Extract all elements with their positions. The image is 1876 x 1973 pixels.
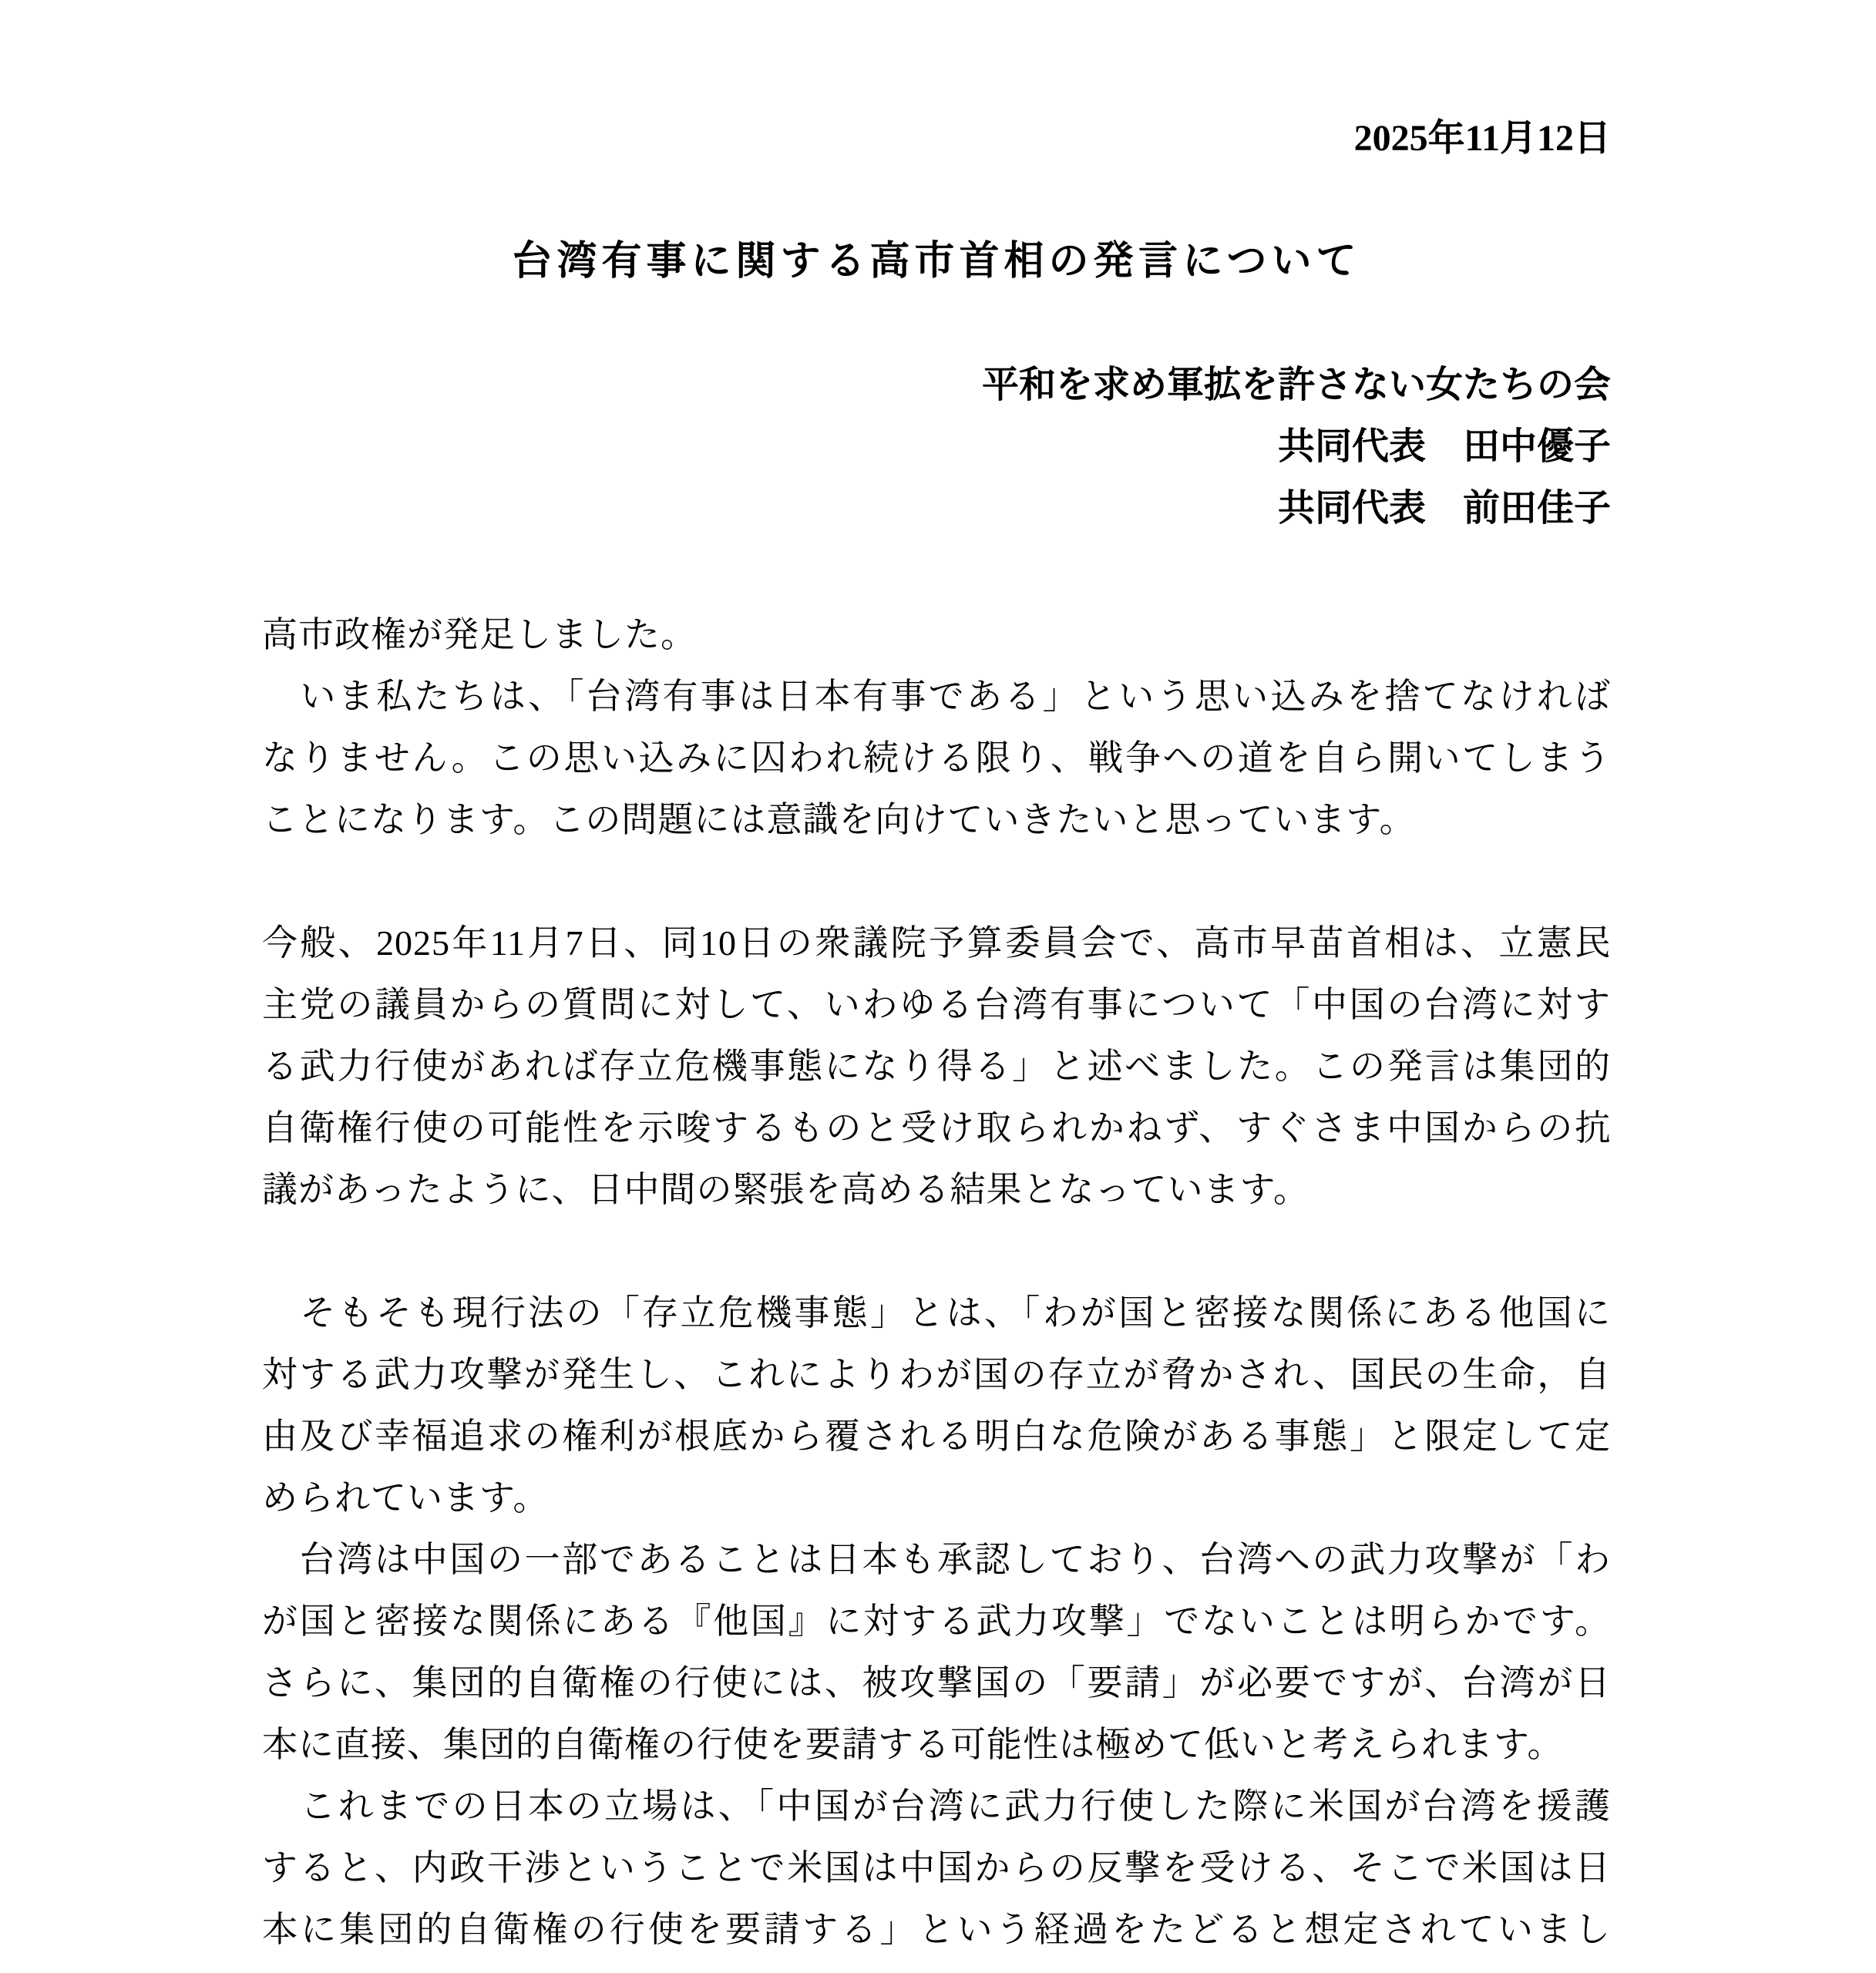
body-line: 由及び幸福追求の権利が根底から覆される明白な危険がある事態」と限定して定 — [262, 1417, 1611, 1456]
body-line: 本に集団的自衛権の行使を要請する」という経過をたどると想定されていまし — [262, 1910, 1611, 1949]
body-line: 主党の議員からの質問に対して、いわゆる台湾有事について「中国の台湾に対す — [262, 985, 1611, 1024]
body-line: なりません。この思い込みに囚われ続ける限り、戦争への道を自ら開いてしまう — [262, 738, 1611, 778]
paragraph-gap — [262, 851, 1611, 913]
body-line: いま私たちは、「台湾有事は日本有事である」という思い込みを捨てなければ — [262, 677, 1611, 716]
body-line: 台湾は中国の一部であることは日本も承認しており、台湾への武力攻撃が「わ — [262, 1540, 1611, 1579]
body-line: さらに、集団的自衛権の行使には、被攻撃国の「要請」が必要ですが、台湾が日 — [262, 1663, 1611, 1702]
body-line: ことになります。この問題には意識を向けていきたいと思っています。 — [262, 800, 1416, 839]
document-title: 台湾有事に関する高市首相の発言について — [512, 240, 1361, 284]
signature-co-representative-1: 共同代表 田中優子 — [1277, 426, 1611, 467]
body-line: が国と密接な関係にある『他国』に対する武力攻撃」でないことは明らかです。 — [262, 1602, 1611, 1641]
paragraph-gap — [262, 1221, 1611, 1282]
body-line: 自衛権行使の可能性を示唆するものと受け取られかねず、すぐさま中国からの抗 — [262, 1108, 1611, 1148]
body-line: 高市政権が発足しました。 — [262, 615, 697, 654]
body-line: そもそも現行法の「存立危機事態」とは、「わが国と密接な関係にある他国に — [262, 1293, 1611, 1333]
signature-organization: 平和を求め軍拡を許さない女たちの会 — [981, 365, 1611, 405]
body-line: 本に直接、集団的自衛権の行使を要請する可能性は極めて低いと考えられます。 — [262, 1725, 1564, 1764]
body-line: 対する武力攻撃が発生し、これによりわが国の存立が脅かされ、国民の生命，自 — [262, 1355, 1611, 1394]
body-line: すると、内政干渉ということで米国は中国からの反撃を受ける、そこで米国は日 — [262, 1848, 1611, 1887]
document-body — [262, 604, 1611, 1961]
body-line: 今般、2025年11月7日、同10日の衆議院予算委員会で、高市早苗首相は、立憲民 — [262, 923, 1611, 963]
body-line: る武力行使があれば存立危機事態になり得る」と述べました。この発言は集団的 — [262, 1047, 1611, 1086]
body-line: 議があったように、日中間の緊張を高める結果となっています。 — [262, 1170, 1310, 1209]
body-line: これまでの日本の立場は、「中国が台湾に武力行使した際に米国が台湾を援護 — [262, 1786, 1611, 1826]
document-date: 2025年11月12日 — [1353, 118, 1611, 159]
signature-block — [262, 355, 1611, 539]
signature-co-representative-2: 共同代表 前田佳子 — [1277, 488, 1611, 529]
body-line: められています。 — [262, 1478, 550, 1518]
spacer-line — [262, 170, 1611, 231]
